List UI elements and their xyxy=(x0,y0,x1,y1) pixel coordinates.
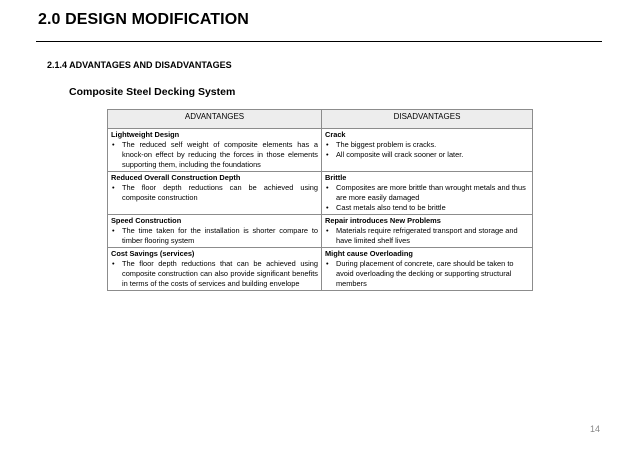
slide-title: 2.0 DESIGN MODIFICATION xyxy=(38,11,249,28)
advantage-cell xyxy=(108,129,322,172)
disadvantage-title: Repair introduces New Problems xyxy=(325,216,441,225)
disadvantage-bullets xyxy=(325,183,529,213)
advantage-cell xyxy=(108,248,322,291)
advantage-bullets xyxy=(111,183,318,203)
bullet-item: • Cast metals also tend to be brittle xyxy=(325,203,529,213)
advantage-title: Lightweight Design xyxy=(111,130,180,139)
bullet-item: • All composite will crack sooner or later. xyxy=(325,150,529,160)
disadvantages-header: DISADVANTAGES xyxy=(322,110,533,129)
disadvantage-bullets xyxy=(325,226,529,246)
bullet-item: • Composites are more brittle than wrought metals and thus are more easily damaged xyxy=(325,183,529,203)
table-row xyxy=(108,172,533,215)
bullet-item: • During placement of concrete, care should be taken to avoid overloading the decking or supporting structural members xyxy=(325,259,529,289)
bullet-item: • The biggest problem is cracks. xyxy=(325,140,529,150)
advantage-cell xyxy=(108,172,322,215)
table-header-row xyxy=(108,110,533,129)
bullet-item: • The reduced self weight of composite elements has a knock-on effect by reducing the forces in those elements supporting them, including the foundations xyxy=(111,140,318,170)
disadvantage-bullets xyxy=(325,140,529,160)
disadvantage-title: Brittle xyxy=(325,173,347,182)
advantage-bullets xyxy=(111,259,318,289)
advantage-bullets xyxy=(111,226,318,246)
advantage-title: Reduced Overall Construction Depth xyxy=(111,173,241,182)
bullet-item: • The floor depth reductions can be achieved using composite construction xyxy=(111,183,318,203)
disadvantage-title: Crack xyxy=(325,130,346,139)
disadvantage-bullets xyxy=(325,259,529,289)
bullet-item: • Materials require refrigerated transport and storage and have limited shelf lives xyxy=(325,226,529,246)
advantage-title: Speed Construction xyxy=(111,216,182,225)
advantage-cell xyxy=(108,215,322,248)
comparison-table xyxy=(107,109,533,291)
disadvantage-cell xyxy=(322,129,533,172)
system-heading: Composite Steel Decking System xyxy=(69,86,236,98)
bullet-item: • The floor depth reductions that can be achieved using composite construction can also provide significant benefits in terms of the costs of services and building envelope xyxy=(111,259,318,289)
disadvantage-cell xyxy=(322,172,533,215)
advantage-bullets xyxy=(111,140,318,170)
title-divider xyxy=(36,41,602,42)
table-row xyxy=(108,129,533,172)
disadvantage-title: Might cause Overloading xyxy=(325,249,413,258)
advantages-header: ADVANTANGES xyxy=(108,110,322,129)
bullet-item: • The time taken for the installation is shorter compare to timber flooring system xyxy=(111,226,318,246)
table-row xyxy=(108,248,533,291)
disadvantage-cell xyxy=(322,248,533,291)
section-heading: 2.1.4 ADVANTAGES AND DISADVANTAGES xyxy=(47,60,232,70)
disadvantage-cell xyxy=(322,215,533,248)
page-number: 14 xyxy=(589,424,600,434)
advantage-title: Cost Savings (services) xyxy=(111,249,195,258)
table-row xyxy=(108,215,533,248)
